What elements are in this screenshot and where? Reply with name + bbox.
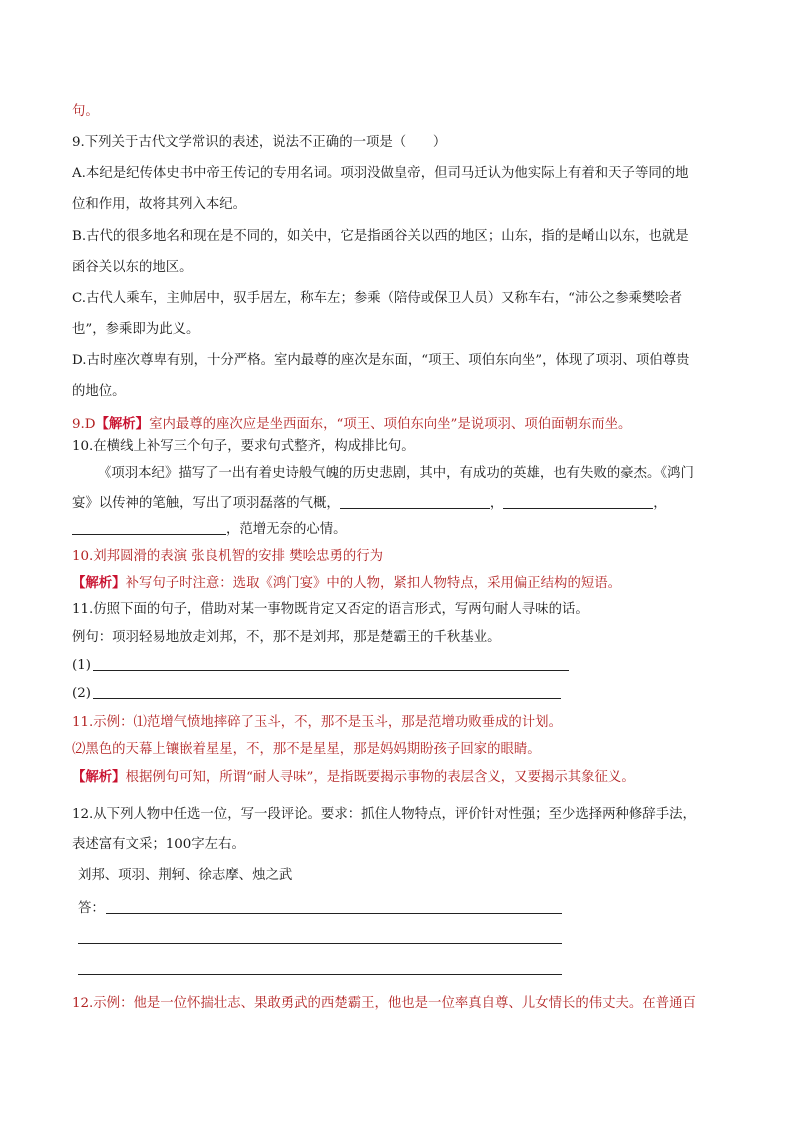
q10-answer: 10.刘邦圆滑的表演 张良机智的安排 樊哙忠勇的行为 [72, 549, 384, 564]
q11-stem: 11.仿照下面的句子，借助对某一事物既肯定又否定的语言形式，写两句耐人寻味的话。 [72, 602, 589, 617]
q11-blank-1-label: (1) [72, 658, 91, 673]
q11-answer-line-1[interactable] [93, 670, 569, 671]
q11-blank-line-2 [72, 684, 728, 704]
q12-people-list: 刘邦、项羽、荆轲、徐志摩、烛之武 [78, 868, 293, 883]
q10-passage-text: 宴》以传神的笔触，写出了项羽磊落的气概， [72, 496, 340, 511]
q9-option-d-line2: 的地位。 [72, 384, 126, 399]
q9-option-b-line1: B.古代的很多地名和现在是不同的，如关中，它是指函谷关以西的地区；山东，指的是崤山以东，也就是 [72, 229, 689, 244]
q9-stem: 9.下列关于古代文学常识的表述，说法不正确的一项是（ ） [72, 135, 447, 150]
q11-analysis-text: 根据例句可知，所谓“耐人寻味”，是指既要揭示事物的表层含义，又要揭示其象征义。 [125, 770, 635, 785]
analysis-tag: 【解析】 [72, 769, 126, 785]
q9-option-a-line2: 位和作用，故将其列入本纪。 [72, 197, 247, 212]
q12-answer-line-3[interactable] [78, 974, 562, 975]
q10-passage-end: ，范增无奈的心情。 [226, 522, 347, 537]
q10-passage-line1: 《项羽本纪》描写了一出有着史诗般气魄的历史悲剧，其中，有成功的英雄，也有失败的豪杰。《鸿门 [98, 466, 694, 481]
q11-example: 例句：项羽轻易地放走刘邦，不，那不是刘邦，那是楚霸王的千秋基业。 [72, 630, 501, 645]
analysis-tag: 【解析】 [72, 575, 126, 591]
q10-blank-1[interactable] [340, 494, 490, 509]
comma: ， [653, 496, 667, 511]
q12-answer-line-1[interactable] [106, 913, 562, 914]
q9-answer-number: 9.D [72, 417, 96, 432]
q9-answer [72, 414, 728, 435]
q10-analysis-text: 补写句子时注意：选取《鸿门宴》中的人物，紧扣人物特点，采用偏正结构的短语。 [125, 576, 622, 591]
q11-blank-2-label: (2) [72, 686, 91, 701]
q9-option-a-line1: A.本纪是纪传体史书中帝王传记的专用名词。项羽没做皇帝，但司马迁认为他实际上有着和天子等同的地 [72, 166, 689, 181]
q10-blank-3[interactable] [72, 520, 226, 535]
q12-answer-line-2[interactable] [78, 943, 562, 944]
q9-option-d-line1: D.古时座次尊卑有别，十分严格。室内最尊的座次是东面，“项王、项伯东向坐”，体现了项羽、项伯尊贵 [72, 353, 690, 368]
q11-analysis [72, 767, 728, 788]
q12-stem-line2: 表述富有文采；100字左右。 [72, 837, 245, 852]
q12-stem-line1: 12.从下列人物中任选一位，写一段评论。要求：抓住人物特点，评价针对性强；至少选择两种修辞手法， [72, 807, 696, 822]
q10-passage-line2 [72, 494, 728, 514]
q9-option-b-line2: 函谷关以东的地区。 [72, 260, 193, 275]
q9-option-c-line1: C.古代人乘车，主帅居中，驭手居左，称车左；参乘（陪侍或保卫人员）又称车右，“沛公之参乘樊哙者 [72, 291, 683, 306]
q9-analysis-text: 室内最尊的座次应是坐西面东，“项王、项伯东向坐”是说项羽、项伯面朝东而坐。 [149, 417, 632, 432]
q10-blank-2[interactable] [503, 494, 653, 509]
q11-answer-2: ⑵黑色的天幕上镶嵌着星星，不，那不是星星，那是妈妈期盼孩子回家的眼睛。 [72, 742, 541, 757]
continuation-line: 句。 [72, 104, 99, 119]
q11-answer-line-2[interactable] [93, 698, 561, 699]
q10-stem: 10.在横线上补写三个句子，要求句式整齐，构成排比句。 [72, 439, 415, 454]
q12-answer-label: 答： [78, 901, 105, 916]
q12-answer: 12.示例：他是一位怀揣壮志、果敢勇武的西楚霸王，他也是一位率真自尊、儿女情长的伟丈夫。在普通百 [72, 996, 696, 1011]
q10-passage-line3 [72, 520, 728, 540]
q11-answer-1: 11.示例：⑴范增气愤地摔碎了玉斗，不，那不是玉斗，那是范增功败垂成的计划。 [72, 715, 562, 730]
comma: ， [489, 496, 504, 511]
analysis-tag: 【解析】 [95, 416, 150, 432]
q9-option-c-line2: 也”，参乘即为此义。 [72, 322, 200, 337]
q11-blank-line-1 [72, 656, 728, 676]
q10-analysis [72, 573, 728, 594]
